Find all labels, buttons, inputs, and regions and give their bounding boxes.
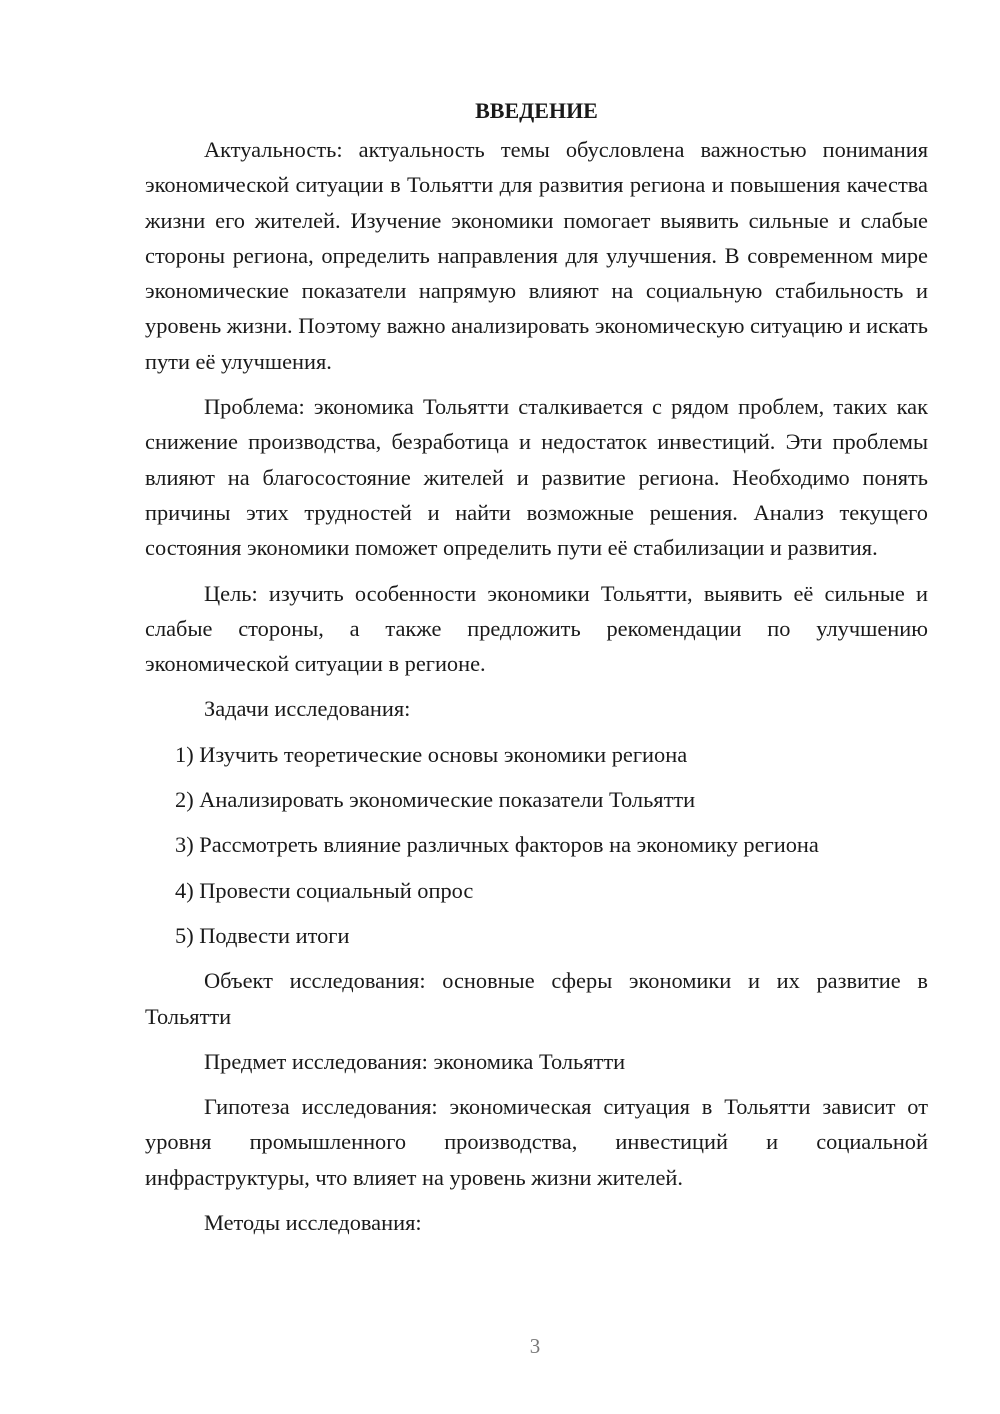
list-item: 4) Провести социальный опрос: [175, 877, 474, 903]
list-item: 3) Рассмотреть влияние различных факторов на экономику региона: [175, 832, 819, 858]
hypothesis-paragraph: Гипотеза исследования: экономическая ситуация в Тольятти зависит от уровня промышленного производства, инвестиций и социальной инфраструктуры, что влияет на уровень жизни жителей.: [145, 1094, 928, 1190]
tasks-list: [145, 737, 928, 953]
page-number: 3: [529, 1334, 541, 1358]
goal-paragraph: Цель: изучить особенности экономики Тольятти, выявить её сильные и слабые стороны, а также предложить рекомендации по улучшению экономической ситуации в регионе.: [145, 580, 928, 677]
methods-heading: Методы исследования:: [204, 1210, 422, 1236]
problem-paragraph: Проблема: экономика Тольятти сталкивается с рядом проблем, таких как снижение производства, безработица и недостаток инвестиций. Эти проблемы влияют на благосостояние жителей и развитие региона. Необходимо понять причины этих трудностей и найти возможные решения. Анализ текущего состояния экономики поможет определить пути её стабилизации и развития.: [145, 394, 928, 561]
tasks-heading: Задачи исследования:: [204, 696, 411, 722]
list-item: 5) Подвести итоги: [175, 922, 350, 948]
subject-paragraph: Предмет исследования: экономика Тольятти: [204, 1048, 626, 1074]
list-item: 1) Изучить теоретические основы экономики региона: [175, 741, 688, 767]
relevance-paragraph: Актуальность: актуальность темы обусловлена важностью понимания экономической ситуации в Тольятти для развития региона и повышения качества жизни его жителей. Изучение экономики помогает выявить сильные и слабые стороны региона, определить направления для улучшения. В современном мире экономические показатели напрямую влияют на социальную стабильность и уровень жизни. Поэтому важно анализировать экономическую ситуацию и искать пути её улучшения.: [145, 137, 928, 374]
list-item: 2) Анализировать экономические показатели Тольятти: [175, 787, 696, 813]
object-paragraph: Объект исследования: основные сферы экономики и их развитие в Тольятти: [145, 968, 928, 1029]
section-title: ВВЕДЕНИЕ: [475, 98, 598, 123]
document-page: [145, 96, 928, 1250]
